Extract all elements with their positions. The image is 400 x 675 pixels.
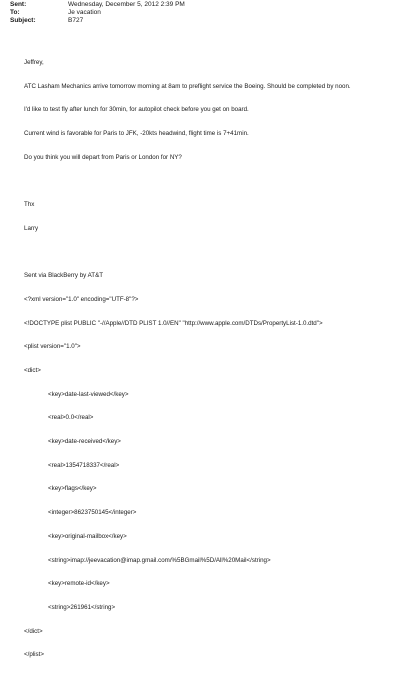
blank-line — [24, 248, 351, 256]
plist-entry: <real>1354718337</real> — [48, 461, 120, 469]
plist-entry: <integer>8623750145</integer> — [48, 509, 137, 517]
plist-entry: <string>imap://jeevacation@imap.gmail.com/%5BGmail%5D/All%20Mail</string> — [48, 556, 271, 564]
signoff: Thx — [24, 201, 35, 209]
blank-line — [24, 177, 351, 185]
message-line: I'd like to test fly after lunch for 30min, for autopilot check before you get on board. — [24, 106, 249, 114]
sent-value: Wednesday, December 5, 2012 2:39 PM — [68, 1, 185, 8]
subject-value: B727 — [68, 17, 84, 24]
plist-entry: <key>date-last-viewed</key> — [48, 390, 129, 398]
plist-close: </plist> — [24, 651, 44, 659]
dict-open: <dict> — [24, 366, 41, 374]
sent-label: Sent: — [10, 1, 27, 8]
greeting: Jeffrey, — [24, 58, 44, 66]
message-body — [24, 43, 351, 675]
plist-entry: <key>date-received</key> — [48, 438, 121, 446]
plist-entry: <real>0.0</real> — [48, 414, 94, 422]
signature: Larry — [24, 224, 39, 232]
message-line: Current wind is favorable for Paris to JFK, -20kts headwind, flight time is 7+41min. — [24, 129, 249, 137]
xml-declaration: <?xml version="1.0" encoding="UTF-8"?> — [24, 295, 139, 303]
plist-open: <plist version="1.0"> — [24, 343, 81, 351]
plist-entry: <string>261961</string> — [48, 603, 116, 611]
message-line: Do you think you will depart from Paris or London for NY? — [24, 153, 182, 161]
plist-entry: <key>flags</key> — [48, 485, 97, 493]
dict-close: </dict> — [24, 627, 43, 635]
to-label: To: — [10, 9, 20, 16]
doctype: <!DOCTYPE plist PUBLIC "-//Apple//DTD PLIST 1.0//EN" "http://www.apple.com/DTDs/PropertyList-1.0.dtd"> — [24, 319, 323, 327]
to-value: Je vacation — [68, 9, 101, 16]
sent-via: Sent via BlackBerry by AT&T — [24, 272, 103, 280]
message-line: ATC Lasham Mechanics arrive tomorrow morning at 8am to preflight service the Boeing. Should be completed by noon. — [24, 82, 351, 90]
plist-entry: <key>original-mailbox</key> — [48, 532, 127, 540]
subject-label: Subject: — [10, 17, 36, 24]
plist-entry: <key>remote-id</key> — [48, 580, 110, 588]
